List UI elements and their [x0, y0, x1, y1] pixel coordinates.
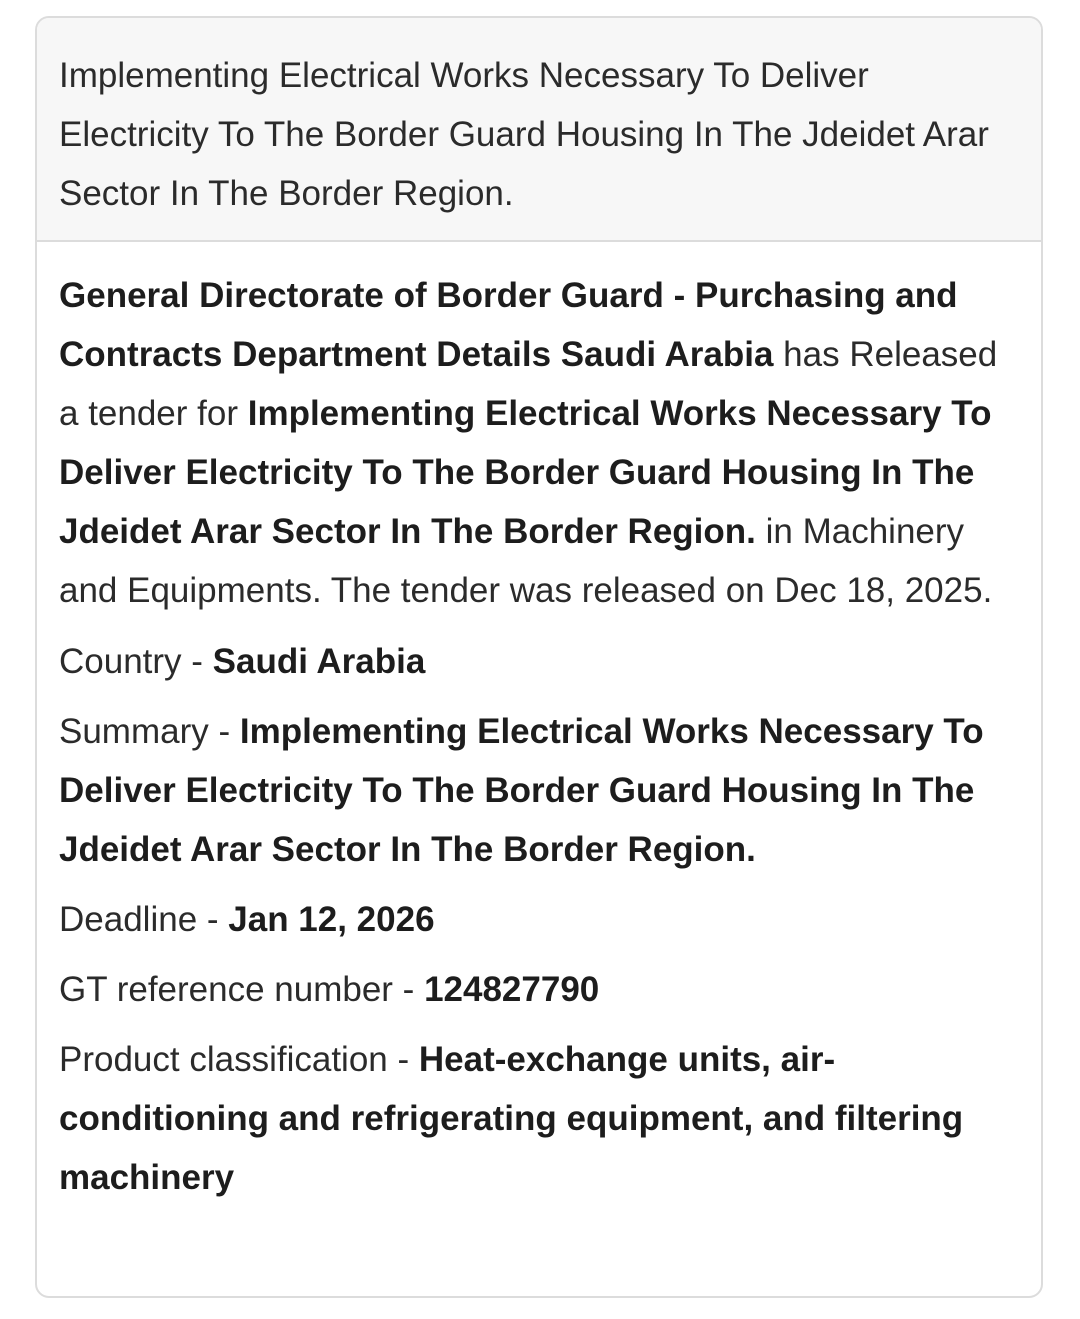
description-connector: has Released a tender for [59, 335, 998, 433]
reference-row [59, 960, 1019, 1019]
classification-label: Product classification - [59, 1040, 419, 1079]
classification-row [59, 1030, 1019, 1207]
country-value: Saudi Arabia [212, 642, 426, 681]
country-row [59, 632, 1019, 691]
classification-value: Heat-exchange units, air-conditioning and refrigerating equipment, and filtering machinery [59, 1040, 964, 1197]
deadline-row [59, 890, 1019, 949]
tender-title: Implementing Electrical Works Necessary To Deliver Electricity To The Border Guard Housing In The Jdeidet Arar Sector In The Border Region. [59, 394, 992, 551]
card-body [37, 242, 1041, 1207]
summary-label: Summary - [59, 712, 240, 751]
reference-label: GT reference number - [59, 970, 425, 1009]
description-category: in Machinery and Equipments. The tender was released on Dec 18, 2025. [59, 512, 993, 610]
organization-name: General Directorate of Border Guard - Purchasing and Contracts Department Details Saudi Arabia [59, 276, 958, 374]
deadline-label: Deadline - [59, 900, 229, 939]
card-header [37, 18, 1041, 242]
summary-row [59, 702, 1019, 879]
tender-card [35, 16, 1043, 1298]
reference-value: 124827790 [424, 970, 600, 1009]
deadline-value: Jan 12, 2026 [228, 900, 435, 939]
country-label: Country - [59, 642, 213, 681]
tender-description [59, 266, 1019, 620]
tender-header-title: Implementing Electrical Works Necessary To Deliver Electricity To The Border Guard Housing In The Jdeidet Arar Sector In The Border Region. [59, 56, 989, 213]
summary-value: Implementing Electrical Works Necessary To Deliver Electricity To The Border Guard Housing In The Jdeidet Arar Sector In The Border Region. [59, 712, 984, 869]
